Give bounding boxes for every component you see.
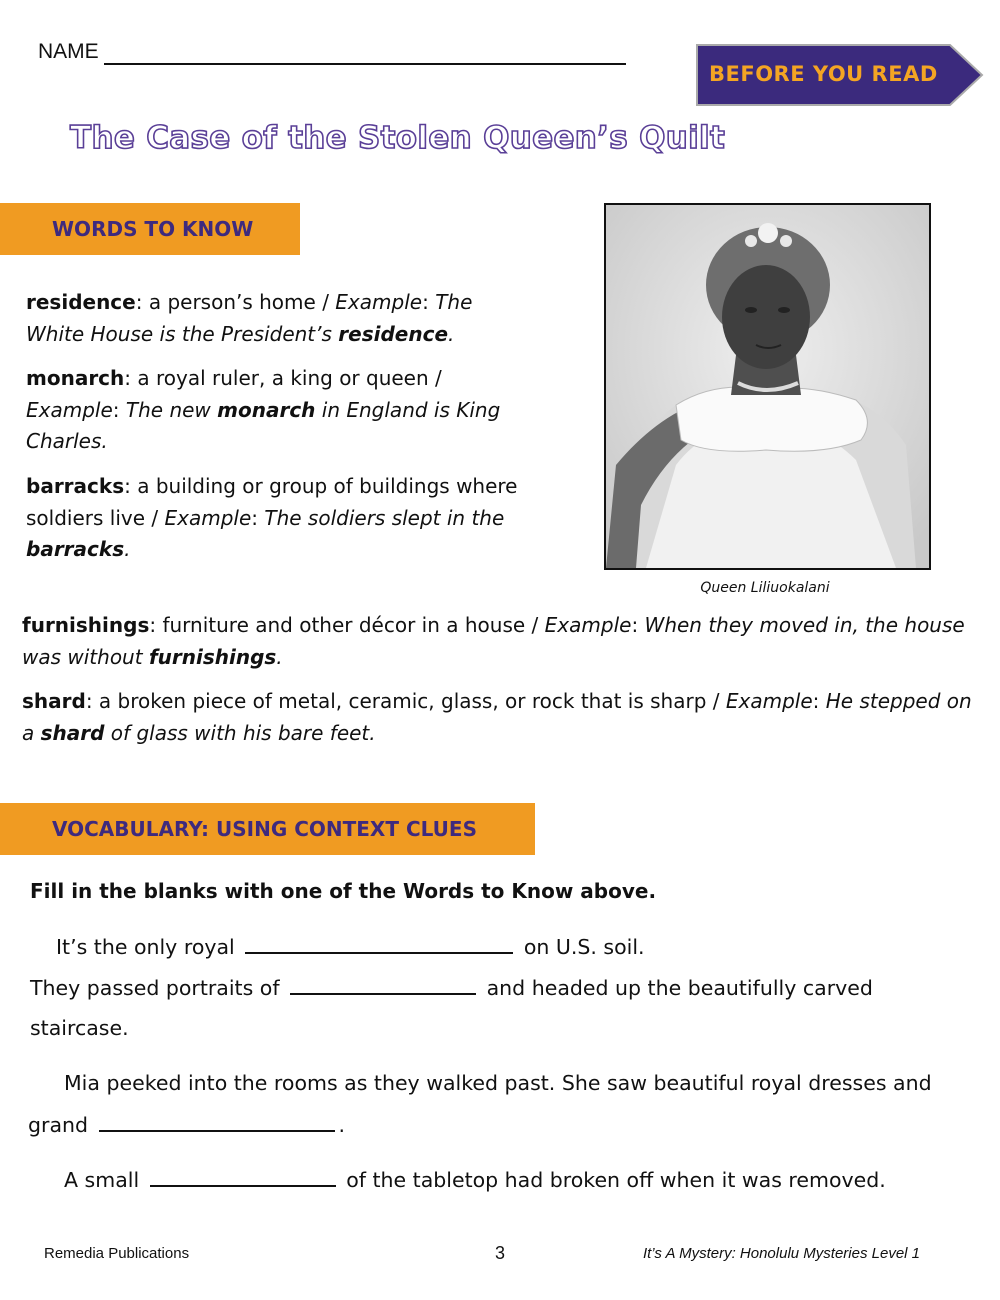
example-text: The White House is the President’s (26, 290, 473, 346)
example-label: Example (335, 290, 423, 314)
sentence-4 (64, 1160, 886, 1200)
sentence-2 (30, 968, 950, 1048)
name-label: NAME (38, 40, 99, 63)
sentence-3-line-2 (28, 1105, 345, 1145)
sentence-text-end: of the tabletop had broken off when it was removed. (346, 1168, 886, 1192)
sentence-text-end: on U.S. soil. (523, 935, 645, 959)
example-term: monarch (217, 397, 316, 422)
term: barracks (26, 474, 125, 498)
vocabulary-label: VOCABULARY: USING CONTEXT CLUES (52, 817, 477, 841)
words-to-know-label: WORDS TO KNOW (52, 217, 254, 241)
example-term: barracks (26, 537, 125, 561)
footer-publisher: Remedia Publications (44, 1245, 190, 1262)
definition-text: : a royal ruler, a king or queen / (124, 366, 442, 390)
answer-blank-3[interactable] (99, 1108, 335, 1132)
term: residence (26, 290, 136, 314)
name-field-line[interactable] (104, 63, 626, 65)
term: furnishings (22, 613, 150, 637)
definition-text: : a person’s home / (135, 290, 336, 314)
example-text-end: . (124, 537, 131, 561)
sentence-text: grand (28, 1113, 89, 1137)
page-number: 3 (495, 1243, 506, 1263)
definition-monarch: monarch: a royal ruler, a king or queen / Example: The new monarch in England is King Charles. (26, 366, 501, 453)
sentence-text: They passed portraits of (30, 976, 280, 1000)
footer-book-title: It’s A Mystery: Honolulu Mysteries Level 1 (642, 1245, 920, 1262)
example-text: The new (125, 397, 218, 422)
definition-furnishings: furnishings: furniture and other décor in a house / Example: When they moved in, the house was without furnishings. (22, 613, 965, 669)
sentence-3 (64, 1063, 984, 1103)
sentence-text: It’s the only royal (56, 935, 235, 959)
instructions: Fill in the blanks with one of the Words to Know above. (30, 879, 657, 903)
definition-shard: shard: a broken piece of metal, ceramic, glass, or rock that is sharp / Example: He stepped on a shard of glass with his bare feet. (22, 689, 972, 745)
portrait-image (606, 205, 929, 568)
sentence-text-end: and headed up the beautifully carved staircase. (30, 976, 873, 1040)
sentence-text: Mia peeked into the rooms as they walked past. She saw beautiful royal dresses and (64, 1071, 932, 1095)
example-text-end: in England is King Charles. (26, 397, 501, 453)
vocabulary-heading (0, 803, 535, 855)
example-label: Example (544, 613, 632, 637)
badge-label: BEFORE YOU READ (709, 62, 938, 86)
example-text-end: . (448, 321, 455, 346)
sentence-text-end: . (338, 1113, 346, 1137)
example-text-end: of glass with his bare feet. (104, 720, 376, 745)
answer-blank-2[interactable] (290, 971, 476, 995)
page-title: The Case of the Stolen Queen’s Quilt (70, 120, 726, 156)
example-term: shard (40, 720, 105, 745)
example-label: Example (164, 505, 252, 530)
definition-text: : a broken piece of metal, ceramic, glass, or rock that is sharp / (85, 689, 726, 713)
example-label: Example (26, 397, 113, 422)
words-to-know-heading (0, 203, 300, 255)
example-label: Example (725, 689, 813, 713)
term: monarch (26, 366, 125, 390)
photo-caption: Queen Liliuokalani (700, 580, 830, 596)
term: shard (22, 689, 86, 713)
sentence-text: A small (64, 1168, 140, 1192)
queen-portrait-photo (604, 203, 931, 570)
example-term: residence (338, 321, 449, 346)
definition-text: : a building or group of buildings where soldiers live / (26, 474, 518, 530)
example-text: When they moved in, the house was without (22, 613, 965, 669)
sentence-1 (56, 927, 645, 967)
example-text-end: . (276, 644, 283, 669)
definition-barracks: barracks: a building or group of buildings where soldiers live / Example: The soldiers slept in the barracks. (26, 474, 518, 561)
example-text: The soldiers slept in the (264, 505, 505, 530)
example-text: He stepped on a (22, 689, 972, 745)
answer-blank-1[interactable] (245, 930, 513, 954)
definition-text: : furniture and other décor in a house / (149, 613, 545, 637)
answer-blank-4[interactable] (150, 1163, 336, 1187)
definition-residence: residence: a person’s home / Example: The White House is the President’s residence. (26, 290, 473, 346)
example-term: furnishings (148, 644, 277, 669)
